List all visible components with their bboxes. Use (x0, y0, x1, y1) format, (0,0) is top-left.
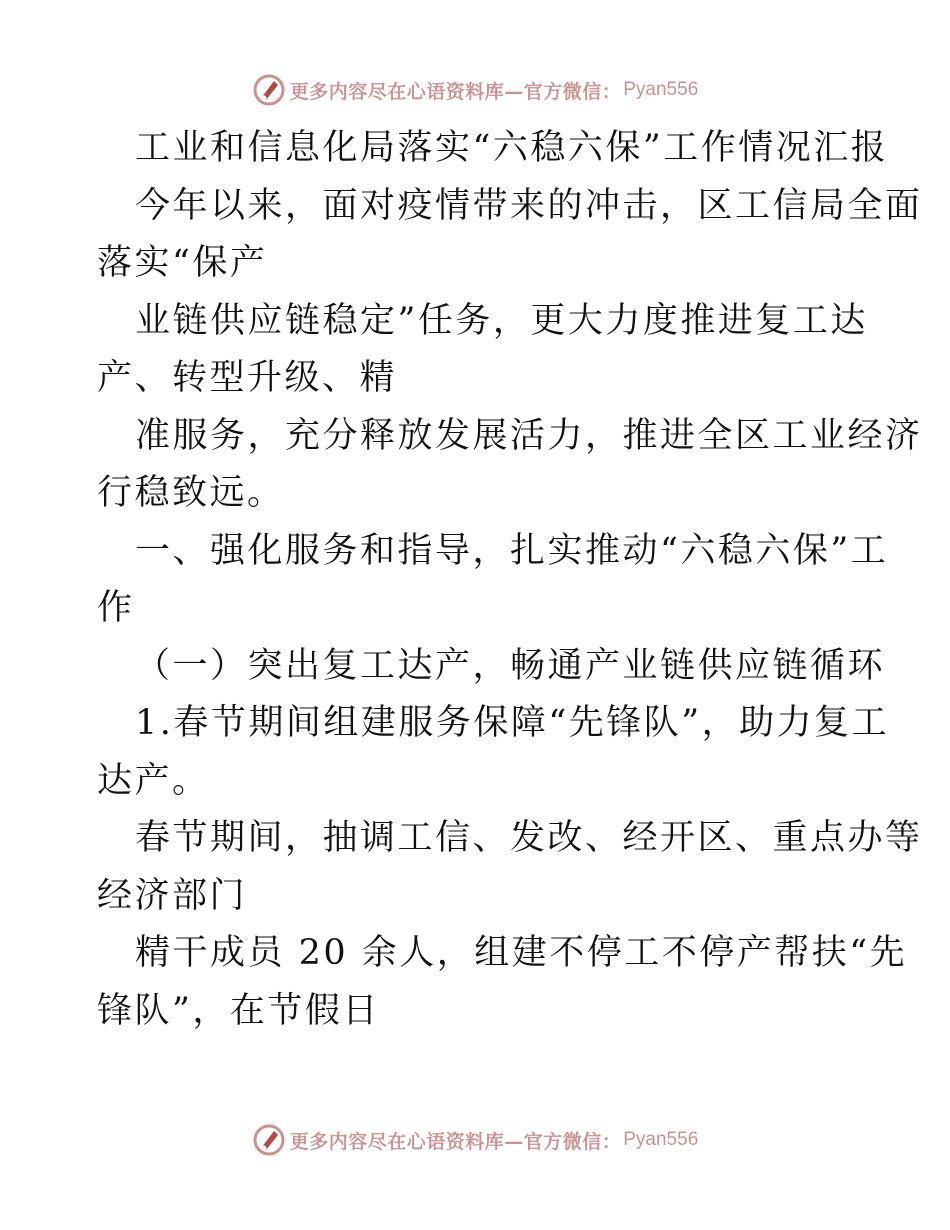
pen-nib-logo-icon (252, 73, 286, 107)
section-heading-cont: 作 (97, 588, 135, 628)
banner-text: 更多内容尽在心语资料库—官方微信： (289, 80, 622, 103)
document-body (97, 120, 923, 1040)
paragraph-line: 经济部门 (97, 875, 248, 916)
banner-wechat-id: Pyan556 (623, 79, 699, 100)
item-heading-cont: 达产。 (97, 760, 210, 801)
paragraph-line: 春节期间，抽调工信、发改、经开区、重点办等 (135, 818, 923, 858)
item-heading: 1.春节期间组建服务保障“先锋队”，助力复工 (135, 703, 890, 743)
subsection-heading: （一）突出复工达产，畅通产业链供应链循环 (135, 645, 886, 686)
banner-text: 更多内容尽在心语资料库—官方微信： (289, 1130, 622, 1153)
paragraph-line: 精干成员 20 余人，组建不停工不停产帮扶“先 (135, 933, 908, 973)
paragraph-line: 产、转型升级、精 (97, 358, 398, 398)
paragraph-line: 锋队”，在节假日 (97, 990, 380, 1031)
paragraph-line: 准服务，充分释放发展活力，推进全区工业经济 (135, 415, 923, 456)
banner-wechat-id: Pyan556 (623, 1129, 699, 1150)
footer-banner (0, 1120, 950, 1160)
section-heading: 一、强化服务和指导，扎实推动“六稳六保”工 (135, 530, 889, 571)
document-title: 工业和信息化局落实“六稳六保”工作情况汇报 (135, 128, 889, 168)
paragraph-line: 业链供应链稳定”任务，更大力度推进复工达 (135, 300, 868, 341)
pen-nib-logo-icon (252, 1123, 286, 1157)
paragraph-line: 落实“保产 (97, 243, 268, 283)
header-banner (0, 70, 950, 110)
paragraph-line: 行稳致远。 (97, 473, 285, 513)
paragraph-line: 今年以来，面对疫情带来的冲击，区工信局全面 (135, 185, 923, 226)
